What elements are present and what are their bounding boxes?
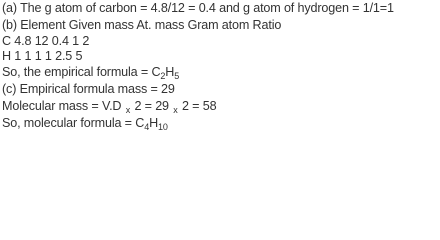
solution-text	[2, 0, 438, 132]
empirical-formula-line	[2, 64, 438, 81]
part-b-header-line: (b) Element Given mass At. mass Gram atom Ratio	[2, 18, 282, 32]
molecular-mass-line	[2, 98, 438, 115]
empirical-element-c: C	[151, 65, 161, 79]
empirical-element-h: H	[165, 65, 175, 79]
mm-mid: 2 = 29	[131, 99, 173, 113]
part-c-line: (c) Empirical formula mass = 29	[2, 82, 175, 96]
carbon-row-line: C 4.8 12 0.4 1 2	[2, 34, 90, 48]
hydrogen-row-line: H 1 1 1 1 2.5 5	[2, 49, 83, 63]
mm-prefix: Molecular mass = V.D	[2, 99, 125, 113]
empirical-subscript-h: 5	[174, 71, 180, 81]
molecular-subscript-c: 4	[144, 122, 150, 132]
molecular-element-h: H	[149, 116, 159, 130]
molecular-formula-line	[2, 115, 438, 132]
empirical-subscript-c: 2	[160, 71, 166, 81]
molecular-prefix: So, molecular formula =	[2, 116, 136, 130]
molecular-element-c: C	[135, 116, 145, 130]
part-a-line: (a) The g atom of carbon = 4.8/12 = 0.4 and g atom of hydrogen = 1/1=1	[2, 1, 394, 15]
mm-end: 2 = 58	[178, 99, 217, 113]
empirical-prefix: So, the empirical formula =	[2, 65, 152, 79]
molecular-subscript-h: 10	[158, 122, 168, 132]
multiply-sign-2: x	[173, 105, 178, 115]
multiply-sign-1: x	[125, 105, 131, 115]
